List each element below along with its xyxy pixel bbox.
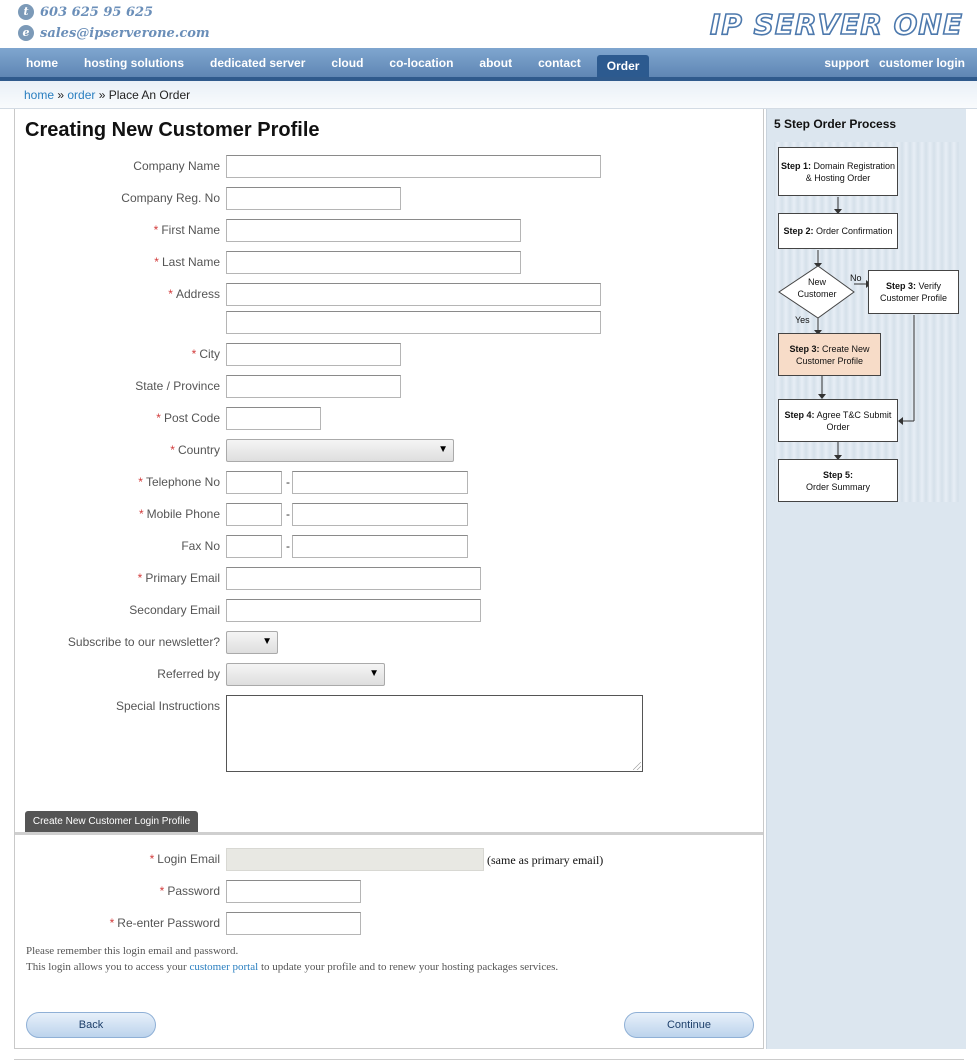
mobile-row <box>15 503 763 527</box>
telephone-label <box>15 475 220 489</box>
step-2-box <box>778 213 898 249</box>
mobile-dash: - <box>286 507 290 521</box>
company-name-row <box>15 155 763 179</box>
nav-co-location[interactable]: co-location <box>389 55 454 70</box>
phone-number: 603 625 95 625 <box>40 4 154 20</box>
last-name-label <box>15 255 220 269</box>
login-note-line1: Please remember this login email and password. <box>26 945 239 957</box>
nav-order[interactable]: Order <box>597 55 650 77</box>
country-select[interactable] <box>226 439 454 462</box>
email-address[interactable]: sales@ipserverone.com <box>40 25 210 41</box>
special-instructions-row <box>15 695 763 773</box>
required-mark: * <box>168 287 173 301</box>
decision-label: New Customer <box>797 277 837 299</box>
state-label: State / Province <box>135 379 220 393</box>
step-4-prefix: Step 4: <box>784 409 815 420</box>
secondary-email-label: Secondary Email <box>129 603 220 617</box>
mobile-number-input[interactable] <box>292 503 468 526</box>
address-label <box>15 287 220 301</box>
reenter-password-input[interactable] <box>226 912 361 935</box>
address-row <box>15 283 763 307</box>
step-1-text: Domain Registration & Hosting Order <box>805 160 896 183</box>
telephone-dash: - <box>286 475 290 489</box>
mobile-label <box>15 507 220 521</box>
resize-grip-icon[interactable] <box>633 762 641 770</box>
email-contact <box>18 25 210 41</box>
city-input[interactable] <box>226 343 401 366</box>
required-mark: * <box>109 916 115 930</box>
customer-portal-link[interactable]: customer portal <box>189 961 259 973</box>
referred-by-row <box>15 663 763 687</box>
nav-contact[interactable]: contact <box>538 55 581 70</box>
primary-email-label <box>15 571 220 585</box>
nav-hosting-solutions[interactable]: hosting solutions <box>84 55 185 70</box>
first-name-row <box>15 219 763 243</box>
telephone-number-input[interactable] <box>292 471 468 494</box>
state-row <box>15 375 763 399</box>
step-5-prefix: Step 5: <box>822 469 853 480</box>
country-row <box>15 439 763 463</box>
city-label <box>15 347 220 361</box>
step-2-text: Order Confirmation <box>813 226 893 236</box>
required-mark: * <box>138 507 144 521</box>
newsletter-row <box>15 631 763 655</box>
chevron-down-icon: ▼ <box>438 444 448 455</box>
login-email-input <box>226 848 484 871</box>
step-3n-prefix: Step 3: <box>789 343 820 354</box>
company-name-input[interactable] <box>226 155 601 178</box>
newsletter-label: Subscribe to our newsletter? <box>67 635 220 649</box>
chevron-down-icon: ▼ <box>369 668 379 679</box>
password-label-text: Password <box>167 884 220 898</box>
tab-divider <box>15 832 763 835</box>
last-name-label-text: Last Name <box>161 255 220 269</box>
referred-by-label: Referred by <box>157 667 220 681</box>
address-line2-input[interactable] <box>226 311 601 334</box>
required-mark: * <box>156 411 161 425</box>
country-label-text: Country <box>177 443 220 457</box>
mobile-label-text: Mobile Phone <box>146 507 220 521</box>
phone-contact <box>18 4 153 20</box>
nav-dedicated-server[interactable]: dedicated server <box>210 55 306 70</box>
primary-email-input[interactable] <box>226 567 481 590</box>
login-email-row <box>15 848 763 872</box>
chevron-down-icon: ▼ <box>262 636 272 647</box>
post-code-row <box>15 407 763 431</box>
address-line1-input[interactable] <box>226 283 601 306</box>
city-row <box>15 343 763 367</box>
fax-row <box>15 535 763 559</box>
password-row <box>15 880 763 904</box>
step-3v-text: Verify Customer Profile <box>879 281 948 303</box>
post-code-label <box>15 411 220 425</box>
state-input[interactable] <box>226 375 401 398</box>
phone-icon: t <box>18 4 34 20</box>
reenter-password-row <box>15 912 763 936</box>
required-mark: * <box>137 571 143 585</box>
first-name-label <box>15 223 220 237</box>
continue-button[interactable]: Continue <box>624 1012 754 1038</box>
referred-by-select[interactable] <box>226 663 385 686</box>
fax-label: Fax No <box>181 539 220 553</box>
password-label <box>15 884 220 898</box>
post-code-label-text: Post Code <box>163 411 220 425</box>
breadcrumb-order[interactable]: order <box>67 88 96 102</box>
company-reg-row <box>15 187 763 211</box>
step-3-verify-box <box>868 270 959 314</box>
address-line2-row <box>15 311 763 335</box>
nav-home[interactable]: home <box>26 55 59 70</box>
order-form-panel <box>14 109 764 1049</box>
nav-cloud[interactable]: cloud <box>331 55 364 70</box>
post-code-input[interactable] <box>226 407 321 430</box>
login-email-label <box>15 852 220 866</box>
fax-number-input[interactable] <box>292 535 468 558</box>
no-label: No <box>850 273 862 283</box>
step-1-prefix: Step 1: <box>780 160 811 171</box>
primary-email-label-text: Primary Email <box>145 571 220 585</box>
city-label-text: City <box>199 347 220 361</box>
required-mark: * <box>138 475 143 489</box>
breadcrumb-separator: » <box>54 88 68 102</box>
last-name-row <box>15 251 763 275</box>
telephone-label-text: Telephone No <box>145 475 220 489</box>
order-process-sidebar <box>766 109 966 1049</box>
login-email-hint: (same as primary email) <box>487 853 604 867</box>
fax-dash: - <box>286 539 290 553</box>
footer-divider <box>14 1059 964 1060</box>
step-4-text: Agree T&C Submit Order <box>814 409 892 432</box>
telephone-row <box>15 471 763 495</box>
main-nav <box>0 48 977 81</box>
back-button[interactable]: Back <box>26 1012 156 1038</box>
step-3-create-box <box>778 333 881 376</box>
step-5-box <box>778 459 898 502</box>
nav-customer-login[interactable]: customer login <box>878 55 965 70</box>
login-note-suffix: to update your profile and to renew your hosting packages services. <box>258 961 559 973</box>
nav-about[interactable]: about <box>479 55 513 70</box>
login-note-prefix: This login allows you to access your <box>26 961 190 973</box>
country-label <box>15 443 220 457</box>
special-instructions-textarea[interactable] <box>226 695 643 772</box>
tab-create-login-profile[interactable]: Create New Customer Login Profile <box>25 811 198 833</box>
login-email-label-text: Login Email <box>157 852 220 866</box>
yes-label: Yes <box>795 315 810 325</box>
step-3n-text: Create New Customer Profile <box>795 343 870 366</box>
step-1-box <box>778 147 898 196</box>
telephone-area-input[interactable] <box>226 471 282 494</box>
breadcrumb-bar <box>0 81 977 109</box>
page-title: Creating New Customer Profile <box>25 119 320 141</box>
password-input[interactable] <box>226 880 361 903</box>
step-2-prefix: Step 2: <box>783 226 814 236</box>
primary-email-row <box>15 567 763 591</box>
breadcrumb-current: Place An Order <box>108 88 191 102</box>
required-mark: * <box>154 255 159 269</box>
fax-area-input[interactable] <box>226 535 282 558</box>
reenter-password-label <box>15 916 220 930</box>
company-reg-label: Company Reg. No <box>121 191 220 205</box>
ipserverone-logo[interactable]: IP SERVER ONE <box>709 8 963 41</box>
first-name-label-text: First Name <box>161 223 220 237</box>
reenter-password-label-text: Re-enter Password <box>117 916 220 930</box>
breadcrumb-separator: » <box>95 88 109 102</box>
step-5-text: Order Summary <box>805 481 870 492</box>
required-mark: * <box>170 443 175 457</box>
top-header <box>0 0 977 48</box>
sidebar-title: 5 Step Order Process <box>774 117 897 131</box>
secondary-email-row <box>15 599 763 623</box>
email-icon: e <box>18 25 34 41</box>
company-name-label: Company Name <box>133 159 220 173</box>
company-reg-input[interactable] <box>226 187 401 210</box>
required-mark: * <box>153 223 159 237</box>
special-instructions-label: Special Instructions <box>115 699 220 713</box>
breadcrumb <box>24 88 190 102</box>
mobile-area-input[interactable] <box>226 503 282 526</box>
nav-support[interactable]: support <box>824 55 869 70</box>
newsletter-select[interactable] <box>226 631 278 654</box>
step-3v-prefix: Step 3: <box>885 281 916 291</box>
last-name-input[interactable] <box>226 251 521 274</box>
first-name-input[interactable] <box>226 219 521 242</box>
step-4-box <box>778 399 898 442</box>
required-mark: * <box>159 884 165 898</box>
secondary-email-input[interactable] <box>226 599 481 622</box>
required-mark: * <box>191 347 197 361</box>
login-note-line2 <box>26 961 558 973</box>
breadcrumb-home[interactable]: home <box>24 88 55 102</box>
address-label-text: Address <box>175 287 220 301</box>
required-mark: * <box>149 852 155 866</box>
